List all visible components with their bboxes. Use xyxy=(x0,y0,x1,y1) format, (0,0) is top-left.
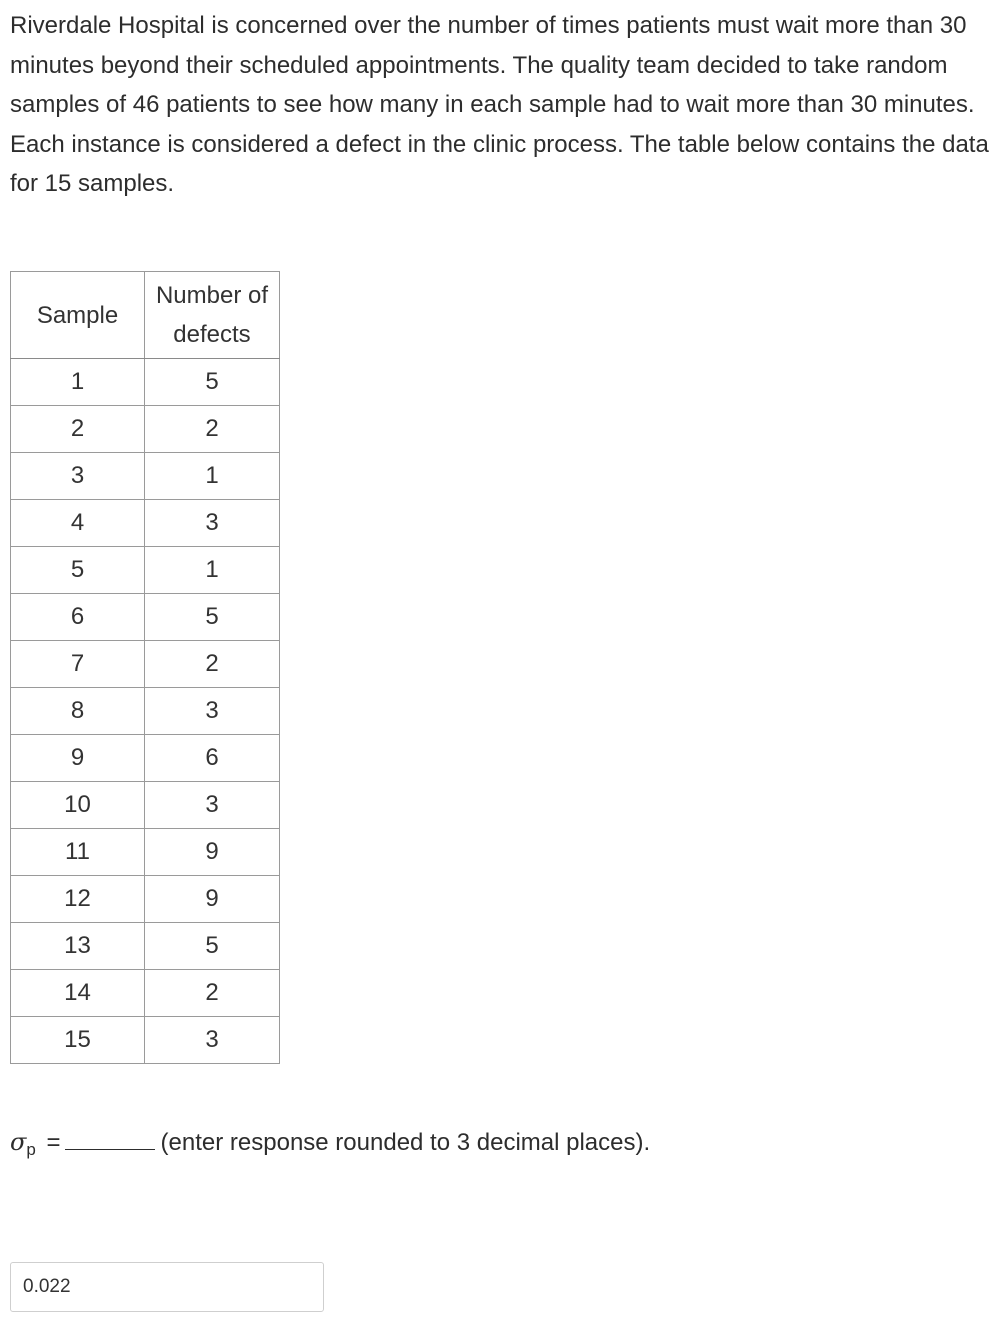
defects-cell: 3 xyxy=(145,500,280,547)
table-row xyxy=(11,641,280,688)
sigma-symbol: σ xyxy=(10,1128,27,1156)
sample-cell: 13 xyxy=(11,923,145,970)
defects-cell: 2 xyxy=(145,406,280,453)
sample-cell: 11 xyxy=(11,829,145,876)
table-row xyxy=(11,406,280,453)
table-row xyxy=(11,453,280,500)
answer-prompt xyxy=(10,1122,650,1165)
answer-input[interactable]: 0.022 xyxy=(10,1262,324,1312)
sample-cell: 15 xyxy=(11,1017,145,1064)
defects-cell: 9 xyxy=(145,876,280,923)
defects-cell: 2 xyxy=(145,641,280,688)
sample-cell: 7 xyxy=(11,641,145,688)
sample-cell: 10 xyxy=(11,782,145,829)
table-row xyxy=(11,359,280,406)
table-row xyxy=(11,547,280,594)
sample-cell: 9 xyxy=(11,735,145,782)
table-row xyxy=(11,1017,280,1064)
header-number-of-defects: Number of defects xyxy=(145,272,280,359)
defects-cell: 5 xyxy=(145,359,280,406)
sample-cell: 1 xyxy=(11,359,145,406)
answer-blank xyxy=(65,1129,155,1150)
answer-instruction: (enter response rounded to 3 decimal places). xyxy=(160,1129,651,1156)
table-row xyxy=(11,594,280,641)
sigma-subscript: p xyxy=(26,1140,36,1159)
defects-cell: 3 xyxy=(145,782,280,829)
defects-cell: 1 xyxy=(145,453,280,500)
defects-table xyxy=(10,271,280,1064)
table-row xyxy=(11,500,280,547)
table-header-row xyxy=(11,272,280,359)
table-row xyxy=(11,876,280,923)
sample-cell: 4 xyxy=(11,500,145,547)
header-sample: Sample xyxy=(11,272,145,359)
defects-cell: 3 xyxy=(145,1017,280,1064)
sample-cell: 3 xyxy=(11,453,145,500)
defects-cell: 5 xyxy=(145,594,280,641)
defects-cell: 5 xyxy=(145,923,280,970)
sample-cell: 12 xyxy=(11,876,145,923)
table-row xyxy=(11,829,280,876)
defects-cell: 2 xyxy=(145,970,280,1017)
table-row xyxy=(11,688,280,735)
sample-cell: 8 xyxy=(11,688,145,735)
sample-cell: 2 xyxy=(11,406,145,453)
defects-cell: 1 xyxy=(145,547,280,594)
table-body xyxy=(11,359,280,1064)
equals-sign: = xyxy=(46,1129,61,1156)
sample-cell: 6 xyxy=(11,594,145,641)
sample-cell: 5 xyxy=(11,547,145,594)
defects-cell: 3 xyxy=(145,688,280,735)
table-row xyxy=(11,782,280,829)
table-row xyxy=(11,735,280,782)
sample-cell: 14 xyxy=(11,970,145,1017)
question-text: Riverdale Hospital is concerned over the number of times patients must wait more than 30 minutes beyond their scheduled appointments. The quality team decided to take random samples of 46 patients to see how many in each sample had to wait more than 30 minutes. Each instance is considered a defect in the clinic process. The table below contains the data for 15 samples. xyxy=(10,12,989,198)
table-row xyxy=(11,923,280,970)
defects-cell: 9 xyxy=(145,829,280,876)
defects-cell: 6 xyxy=(145,735,280,782)
table-row xyxy=(11,970,280,1017)
